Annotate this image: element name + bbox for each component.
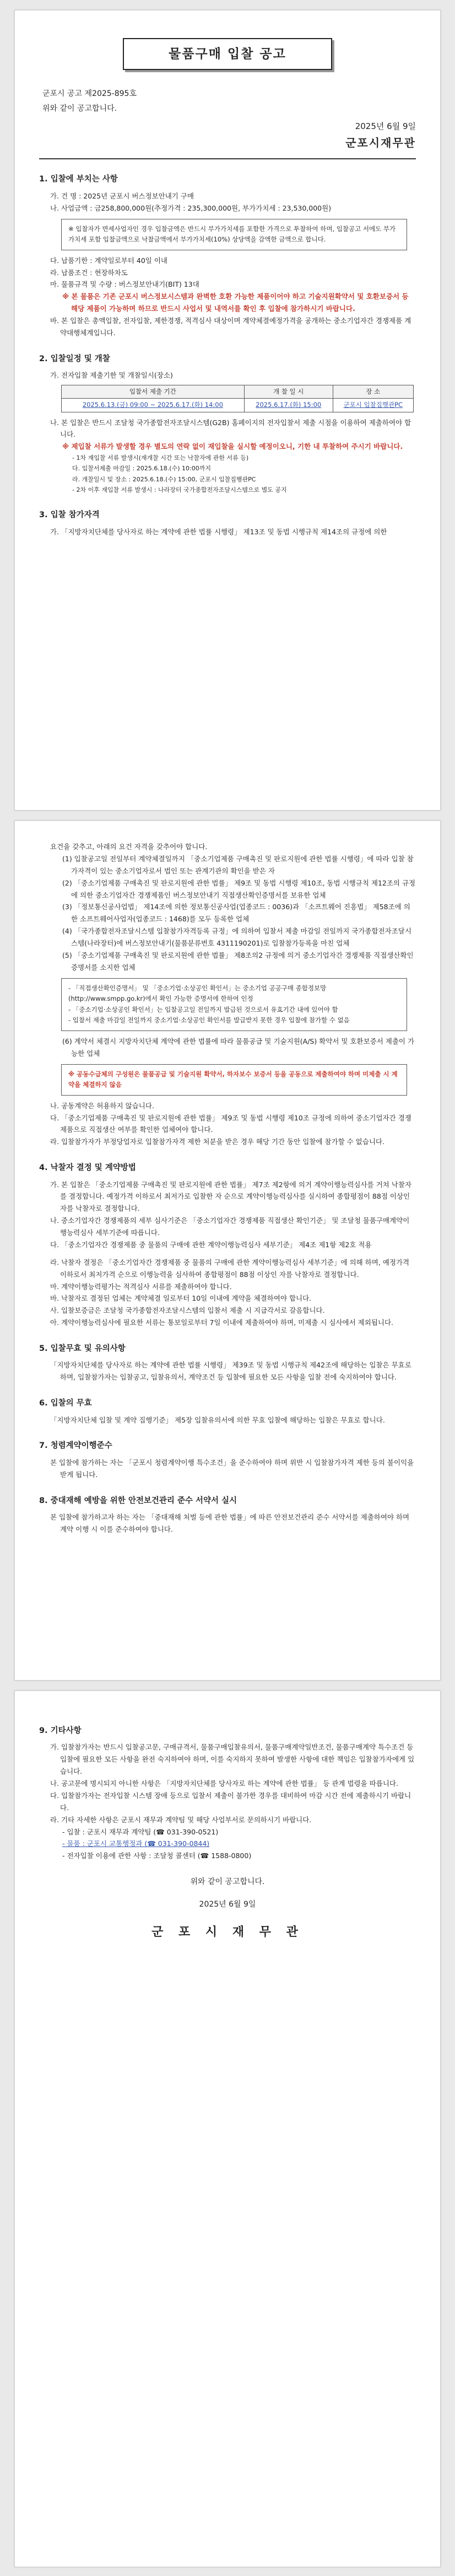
- s4-item: 라. 낙찰자 결정은 「중소기업자간 경쟁제품 중 물품의 구매에 관한 계약이행능력심사 세부기준」에 의해 하며, 예정가격 이하로서 최저가격 순으로 이행능력을 심사하여 종합평점이 88점 이상인 자를 낙찰자로 결정합니다.: [50, 1258, 410, 1279]
- s1-note: ※ 입찰자가 면세사업자인 경우 입찰금액은 반드시 부가가치세를 포함한 가격으로 투찰하여 하며, 입찰공고 서에도 부가가치세 포함 입찰금액으로 낙찰금액에서 부가가치세(10%) 상당액을 감액한 금액으로 합니다.: [68, 224, 396, 244]
- section-7-heading: 7. 청렴계약이행준수: [39, 1441, 112, 1451]
- s3-note-line: - 「직접생산확인증명서」 및 「중소기업·소상공인 확인서」는 중소기업 공공구매 종합정보망(http://www.smpp.go.kr)에서 확인 가능한 증명서에 한하여 인정: [68, 984, 327, 1003]
- table-cell: 2025.6.13.(금) 09:00 ~ 2025.6.17.(화) 14:00: [62, 399, 245, 412]
- s3-note-line: - 「중소기업·소상공인 확인서」는 입찰공고일 전일까지 발급된 것으로서 유효기간 내에 있어야 함: [68, 1005, 338, 1013]
- section-3-heading: 3. 입찰 참가자격: [39, 511, 100, 520]
- table-cell: 2025.6.17.(화) 15:00: [244, 399, 333, 412]
- s2-warning: ※ 제입찰 서류가 발생할 경우 별도의 연락 없이 재입찰을 실시할 예정이오니, 기한 내 투찰하여 주시기 바랍니다.: [62, 442, 403, 451]
- s2-sub-item: 다. 입찰서제출 마감일 : 2025.6.18.(수) 10:00까지: [72, 465, 211, 473]
- s3-item: 라. 입찰참가자가 부정당업자로 입찰참가자격 제한 처분을 받은 경우 해당 기간 동안 입찰에 참가할 수 없습니다.: [50, 1137, 384, 1146]
- section-2-heading: 2. 입찰일정 및 개찰: [39, 354, 110, 363]
- s4-item: 다. 「중소기업자간 경쟁제품 중 물품의 구매에 관한 계약이행능력심사 세부기준」 제4조 제1항 제2호 적용: [50, 1240, 372, 1249]
- section-8-heading: 8. 중대재해 예방을 위한 안전보건관리 준수 서약서 실시: [39, 1496, 237, 1505]
- s9-contact: - 전자입찰 이용에 관한 사항 : 조달청 콜센터 (☎ 1588-0800): [62, 1852, 252, 1860]
- s3-item: (2) 「중소기업제품 구매촉진 및 판로지원에 관한 법률」 제9조 및 동법 시행령 제10조, 동법 시행규칙 제12조의 규정에 의한 중소기업자간 경쟁제품인 버스정보안내기 직접생산확인증명서를 보유한 업체: [62, 878, 416, 899]
- s9-contact: - 물품 : 군포시 교통행정과 (☎ 031-390-0844): [62, 1839, 210, 1848]
- table-header: 입찰서 제출 기간: [62, 385, 245, 399]
- s1-item: 마. 물품규격 및 수량 : 버스정보안내기(BIT) 13대: [50, 280, 199, 289]
- s4-item: 아. 계약이행능력심사에 필요한 서류는 통보일로부터 7일 이내에 제출하여야 하며, 미제출 시 심사에서 제외됩니다.: [50, 1318, 394, 1327]
- s1-item: 라. 납품조건 : 현장하차도: [50, 268, 128, 277]
- s3-item: (5) 「중소기업제품 구매촉진 및 판로지원에 관한 법률」 제8조의2 규정에 의거 중소기업자간 경쟁제품 직접생산확인증명서를 소지한 업체: [62, 951, 414, 972]
- document-page-1: [14, 10, 441, 811]
- divider: [39, 158, 416, 159]
- s5-item: 「지방자치단체를 당사자로 하는 계약에 관한 법률 시행령」 제39조 및 동법 시행규칙 제42조에 해당하는 입찰은 무효로 하며, 입찰참가자는 입찰공고, 입찰유의서, 계약조건 등 입찰에 필요한 모든 사항을 입찰 전에 숙지하여야 합니다.: [50, 1361, 411, 1382]
- s3-item: (1) 입찰공고일 전일부터 계약체결일까지 「중소기업제품 구매촉진 및 판로지원에 관한 법률 시행령」에 따라 입찰 참가자격이 있는 중소기업자로서 법인 또는 관계기관의 확인을 받은 자: [62, 854, 414, 875]
- s3-warning-box: [61, 1064, 407, 1096]
- section-6-heading: 6. 입찰의 무효: [39, 1399, 92, 1408]
- s3-continuation: 요건을 갖추고, 아래의 요건 자격을 갖추어야 합니다.: [50, 842, 208, 851]
- closing-text: 위와 같이 공고합니다.: [190, 1877, 265, 1887]
- document-page-2: [14, 820, 441, 1681]
- s2-sub-item: 라. 개찰일시 및 장소 : 2025.6.18.(수) 15:00, 군포시 입찰집행관PC: [72, 475, 256, 483]
- s1-item: 나. 사업금액 : 금258,800,000원(추정가격 : 235,300,000원, 부가가치세 : 23,530,000원): [50, 203, 332, 212]
- s3-warning: ※ 공동수급체의 구성원은 물품공급 및 기술지원 확약서, 하자보수 보증서 등을 공동으로 제출하여야 하며 미제출 시 계약을 체결하지 않음: [68, 1070, 398, 1089]
- table-header: 개 찰 일 시: [244, 385, 333, 399]
- issuing-org: 군포시재무관: [345, 136, 416, 150]
- s3-item: (4) 「국가종합전자조달시스템 입찰참가자격등록 규정」에 의하여 입찰서 제출 마감일 전일까지 국가종합전자조달시스템(나라장터)에 버스정보안내기(물품분류번호 4311190201)로 입찰참가등록을 마친 업체: [62, 927, 411, 947]
- s1-item: 바. 본 입찰은 총액입찰, 전자입찰, 제한경쟁, 적격심사 대상이며 계약체결예정가격을 공개하는 중소기업자간 경쟁제품 계약대행체계입니다.: [50, 316, 411, 337]
- table-cell: 군포시 입찰집행관PC: [333, 399, 413, 412]
- s9-contact: - 입찰 : 군포시 재무과 계약팀 (☎ 031-390-0521): [62, 1827, 219, 1836]
- s3-item: 나. 공동계약은 허용하지 않습니다.: [50, 1101, 154, 1110]
- notice-intro: 위와 같이 공고합니다.: [42, 104, 117, 113]
- s7-item: 본 입찰에 참가하는 자는 「군포시 청렴계약이행 특수조건」을 준수하여야 하며 위반 시 입찰참가자격 제한 등의 불이익을 받게 됩니다.: [50, 1458, 414, 1479]
- s3-item: (3) 「정보통신공사업법」 제14조에 의한 정보통신공사업(업종코드 : 0036)과 「소프트웨어 진흥법」 제58조에 의한 소프트웨어사업자(업종코드 : 1468)를 모두 등록한 업체: [62, 903, 410, 924]
- section-4-heading: 4. 낙찰자 결정 및 계약방법: [39, 1163, 136, 1173]
- closing-org: 군 포 시 재 무 관: [151, 1925, 304, 1940]
- s1-item: 다. 납품기한 : 계약일로부터 40일 이내: [50, 256, 168, 265]
- section-9-heading: 9. 기타사항: [39, 1726, 82, 1735]
- s9-item: 가. 입찰참가자는 반드시 입찰공고문, 구매규격서, 물품구매입찰유의서, 물품구매계약일반조건, 물품구매계약 특수조건 등 입찰에 필요한 모든 사항을 완전 숙지하여야 하며, 이를 숙지하지 못하여 발생한 사항에 대한 책임은 입찰참가자에게 있습니다.: [50, 1743, 415, 1776]
- s1-item: 가. 건 명 : 2025년 군포시 버스정보안내기 구매: [50, 191, 194, 200]
- s2-sub-item: - 2차 이후 재입찰 서류 발생시 : 나라장터 국가종합전자조달시스템으로 별도 공지: [72, 486, 287, 493]
- notice-number: 군포시 공고 제2025-895호: [42, 89, 137, 98]
- s4-item: 가. 본 입찰은 「중소기업제품 구매촉진 및 판로지원에 관한 법률」 제7조 제2항에 의거 계약이행능력심사를 거쳐 낙찰자를 결정합니다. 예정가격 이하로서 최저가로 입찰한 자 순으로 계약이행능력심사를 실시하여 종합평점이 88점 이상인 자를 낙찰자로 결정합니다.: [50, 1180, 411, 1213]
- s8-item: 본 입찰에 참가하고자 하는 자는 「중대재해 처벌 등에 관한 법률」에 따른 안전보건관리 준수 서약서를 제출하여야 하며 계약 이행 시 이를 준수하여야 합니다.: [50, 1512, 410, 1533]
- s4-item: 마. 계약이행능력평가는 적격심사 서류를 제출하여야 합니다.: [50, 1282, 232, 1291]
- s3-note-line: - 입찰서 제출 마감일 전일까지 중소기업·소상공인 확인서를 발급받지 못한 경우 입찰에 참가할 수 없음: [68, 1016, 350, 1024]
- page-title: 물품구매 입찰 공고: [123, 38, 332, 70]
- s3-item: 가. 「지방자치단체를 당사자로 하는 계약에 관한 법률 시행령」 제13조 및 동법 시행규칙 제14조의 규정에 의한: [50, 527, 387, 536]
- s3-item: 다. 「중소기업제품 구매촉진 및 판로지원에 관한 법률」 제9조 및 동법 시행령 제10조 규정에 의하여 중소기업자간 경쟁제품으로 직접생산 여부를 확인한 업체여야 합니다.: [50, 1113, 411, 1134]
- section-1-heading: 1. 입찰에 부치는 사항: [39, 175, 118, 184]
- notice-date: 2025년 6월 9일: [355, 121, 416, 132]
- s3-item: (6) 계약서 체결시 지방자치단체 계약에 관한 법률에 따라 물품공급 및 기술지원(A/S) 확약서 및 호환보증서 제출이 가능한 업체: [62, 1037, 415, 1058]
- s4-item: 나. 중소기업자간 경쟁제품의 세부 심사기준은 「중소기업자간 경쟁제품 직접생산 확인기준」 및 조달청 물품구매계약이행능력심사 세부기준에 따릅니다.: [50, 1216, 410, 1237]
- table-header: 장 소: [333, 385, 413, 399]
- s2-sub-item: - 1차 재입찰 서류 발생시(재개찰 시간 또는 낙찰자에 관한 서류 등): [72, 454, 249, 462]
- s1-warning: ※ 본 물품은 기존 군포시 버스정보시스템과 완벽한 호환 가능한 제품이어야 하고 기술지원확약서 및 호환보증서 등 해당 제품이 가능하며 하므로 반드시 사업서 및 내역서를 확인 후 입찰에 참가하시기 바랍니다.: [62, 292, 409, 313]
- s3-note-box: [61, 978, 407, 1031]
- schedule-table: [61, 385, 414, 412]
- document-page-3: [14, 1690, 441, 2567]
- s9-item: 라. 기타 자세한 사항은 군포시 재무과 계약팀 및 해당 사업부서로 문의하시기 바랍니다.: [50, 1815, 312, 1824]
- s9-item: 다. 입찰참가자는 전자입찰 시스템 장애 등으로 입찰서 제출이 불가한 경우를 대비하여 마감 시간 전에 제출하시기 바랍니다.: [50, 1791, 411, 1812]
- s2-item: 나. 본 입찰은 반드시 조달청 국가종합전자조달시스템(G2B) 홈페이지의 전자입찰서 제출 시점을 이용하여 제출하여야 합니다.: [50, 418, 411, 439]
- s1-note-box: [61, 219, 407, 250]
- s9-item: 나. 공고문에 명시되지 아니한 사항은 「지방자치단체를 당사자로 하는 계약에 관한 법률」 등 관계 법령을 따릅니다.: [50, 1779, 398, 1788]
- s4-item: 바. 낙찰자로 결정된 업체는 계약체결 일로부터 10일 이내에 계약을 체결하여야 합니다.: [50, 1294, 312, 1303]
- section-5-heading: 5. 입찰무효 및 유의사항: [39, 1344, 126, 1354]
- s4-item: 사. 입찰보증금은 조달청 국가종합전자조달시스템의 입찰서 제출 시 지급각서로 갈음합니다.: [50, 1306, 325, 1315]
- closing-date: 2025년 6월 9일: [199, 1899, 256, 1909]
- s6-item: 「지방자치단체 입찰 및 계약 집행기준」 제5장 입찰유의서에 의한 무효 입찰에 해당하는 입찰은 무효로 합니다.: [50, 1415, 385, 1424]
- s2-intro: 가. 전자입찰 제출기한 및 개찰일시(장소): [50, 371, 173, 380]
